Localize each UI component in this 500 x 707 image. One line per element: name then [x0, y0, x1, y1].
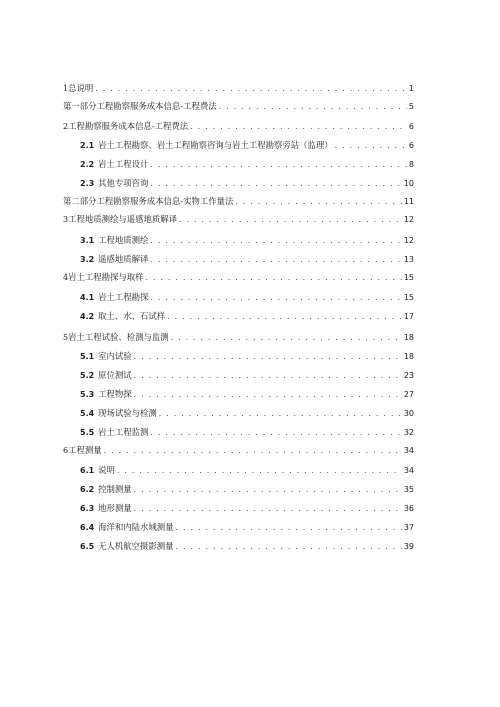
toc-title: 工程地质测绘: [98, 235, 149, 245]
toc-title: 无人机航空摄影测量: [98, 541, 174, 551]
toc-title: 工程地质测绘与遥感地质解译: [68, 214, 177, 224]
toc-title: 岩土工程勘察、岩土工程勘察咨询与岩土工程勘察旁站（监理）: [98, 140, 333, 150]
toc-leader: [176, 523, 402, 533]
toc-number: 2.2: [80, 160, 95, 169]
toc-leader: [159, 409, 402, 419]
toc-title: 第一部分工程勘察服务成本信息-工程费法: [63, 101, 217, 111]
toc-page-number: 13: [403, 255, 414, 264]
toc-number: 4.2: [80, 312, 95, 321]
toc-leader: [176, 542, 402, 552]
toc-title: 总说明: [68, 83, 94, 93]
toc-entry[interactable]: [80, 427, 414, 438]
toc-title: 现场试验与检测: [98, 408, 157, 418]
toc-number: 5.1: [80, 352, 95, 361]
toc-number: 5: [63, 333, 69, 342]
toc-leader: [235, 197, 401, 207]
toc-title: 岩土工程设计: [98, 159, 149, 169]
toc-entry[interactable]: [80, 292, 414, 303]
toc-number: 6.4: [80, 523, 95, 532]
toc-number: 6.5: [80, 542, 95, 551]
toc-entry[interactable]: [80, 503, 414, 514]
toc-number: 3.2: [80, 255, 95, 264]
toc-title: 遥感地质解译: [98, 254, 149, 264]
toc-page-number: 34: [403, 466, 414, 475]
toc-title: 第二部分工程勘察服务成本信息-实物工作量法: [63, 196, 234, 206]
toc-number: 6.1: [80, 466, 95, 475]
toc-page-number: 27: [403, 390, 414, 399]
toc-page-number: 23: [403, 371, 414, 380]
toc-leader: [150, 236, 401, 246]
toc-page-number: 39: [403, 542, 414, 551]
toc-number: 2.3: [80, 179, 95, 188]
toc-page-number: 18: [403, 352, 414, 361]
toc-page-number: 12: [403, 215, 414, 224]
toc-title: 其他专项咨询: [98, 178, 149, 188]
toc-title: 岩土工程监测: [98, 427, 149, 437]
toc-title: 岩土工程试验、检测与监测: [68, 332, 169, 342]
toc-number: 6.2: [80, 485, 95, 494]
toc-entry[interactable]: [63, 445, 414, 456]
toc-title: 工程勘察服务成本信息-工程费法: [68, 121, 189, 131]
toc-leader: [117, 466, 402, 476]
toc-entry[interactable]: [80, 522, 414, 533]
toc-number: 6.3: [80, 504, 95, 513]
toc-entry[interactable]: [80, 178, 414, 189]
toc-leader: [145, 273, 401, 283]
toc-leader: [179, 215, 402, 225]
toc-leader: [150, 428, 401, 438]
toc-leader: [150, 179, 401, 189]
toc-number: 2.1: [80, 141, 95, 150]
toc-entry[interactable]: [80, 235, 414, 246]
toc-number: 1: [63, 84, 69, 93]
toc-leader: [134, 485, 402, 495]
toc-entry[interactable]: [63, 121, 414, 132]
toc-leader: [167, 312, 402, 322]
toc-leader: [190, 122, 407, 132]
toc-entry[interactable]: [80, 254, 414, 265]
toc-number: 2: [63, 122, 69, 131]
toc-entry[interactable]: [80, 541, 414, 552]
toc-title: 岩土工程勘探: [98, 292, 149, 302]
toc-title: 控制测量: [98, 484, 132, 494]
toc-leader: [104, 446, 402, 456]
toc-title: 说明: [98, 465, 115, 475]
toc-page-number: 6: [408, 122, 414, 131]
toc-leader: [150, 293, 401, 303]
toc-leader: [134, 390, 402, 400]
toc-entry[interactable]: [63, 101, 414, 112]
toc-number: 4.1: [80, 293, 95, 302]
toc-entry[interactable]: [80, 389, 414, 400]
toc-entry[interactable]: [80, 465, 414, 476]
toc-entry[interactable]: [63, 332, 414, 343]
toc-title: 室内试验: [98, 351, 132, 361]
toc-entry[interactable]: [80, 484, 414, 495]
toc-entry[interactable]: [80, 351, 414, 362]
toc-leader: [134, 504, 402, 514]
toc-title: 海洋和内陆水域测量: [98, 522, 174, 532]
toc-title: 工程物探: [98, 389, 132, 399]
toc-entry[interactable]: [80, 370, 414, 381]
toc-title: 取土、水、石试样: [98, 311, 166, 321]
toc-title: 工程测量: [68, 445, 102, 455]
toc-page-number: 5: [408, 102, 414, 111]
toc-number: 5.3: [80, 390, 95, 399]
toc-leader: [150, 255, 401, 265]
toc-page-number: 18: [403, 333, 414, 342]
toc-page-number: 10: [403, 179, 414, 188]
toc-page-number: 1: [408, 84, 414, 93]
toc-page-number: 17: [403, 312, 414, 321]
toc-number: 5.2: [80, 371, 95, 380]
toc-page-number: 15: [403, 293, 414, 302]
toc-title: 岩土工程勘探与取样: [68, 272, 144, 282]
toc-page-number: 35: [403, 485, 414, 494]
toc-leader: [95, 84, 407, 94]
toc-leader: [171, 333, 402, 343]
toc-title: 地形测量: [98, 503, 132, 513]
toc-number: 3.1: [80, 236, 95, 245]
toc-page-number: 34: [403, 446, 414, 455]
toc-page-number: 6: [408, 141, 414, 150]
toc-page-number: 8: [408, 160, 414, 169]
toc-number: 4: [63, 273, 69, 282]
toc-entry[interactable]: [63, 83, 414, 94]
toc-page-number: 12: [403, 236, 414, 245]
toc-page-number: 32: [403, 428, 414, 437]
toc-entry[interactable]: [63, 214, 414, 225]
toc-entry[interactable]: [80, 140, 414, 151]
toc-leader: [134, 352, 402, 362]
toc-page-number: 36: [403, 504, 414, 513]
toc-leader: [150, 160, 406, 170]
toc-number: 5.5: [80, 428, 95, 437]
toc-page-number: 30: [403, 409, 414, 418]
toc-page-number: 37: [403, 523, 414, 532]
toc-number: 6: [63, 446, 69, 455]
toc-leader: [219, 102, 407, 112]
toc-page-number: 11: [403, 197, 414, 206]
toc-entry[interactable]: [80, 311, 414, 322]
toc-number: 5.4: [80, 409, 95, 418]
toc-entry[interactable]: [80, 159, 414, 170]
toc-title: 原位测试: [98, 370, 132, 380]
toc-number: 3: [63, 215, 69, 224]
toc-leader: [134, 371, 402, 381]
toc-entry[interactable]: [80, 408, 414, 419]
toc-page-number: 15: [403, 273, 414, 282]
toc-entry[interactable]: [63, 196, 414, 207]
toc-entry[interactable]: [63, 272, 414, 283]
toc-leader: [335, 141, 407, 151]
